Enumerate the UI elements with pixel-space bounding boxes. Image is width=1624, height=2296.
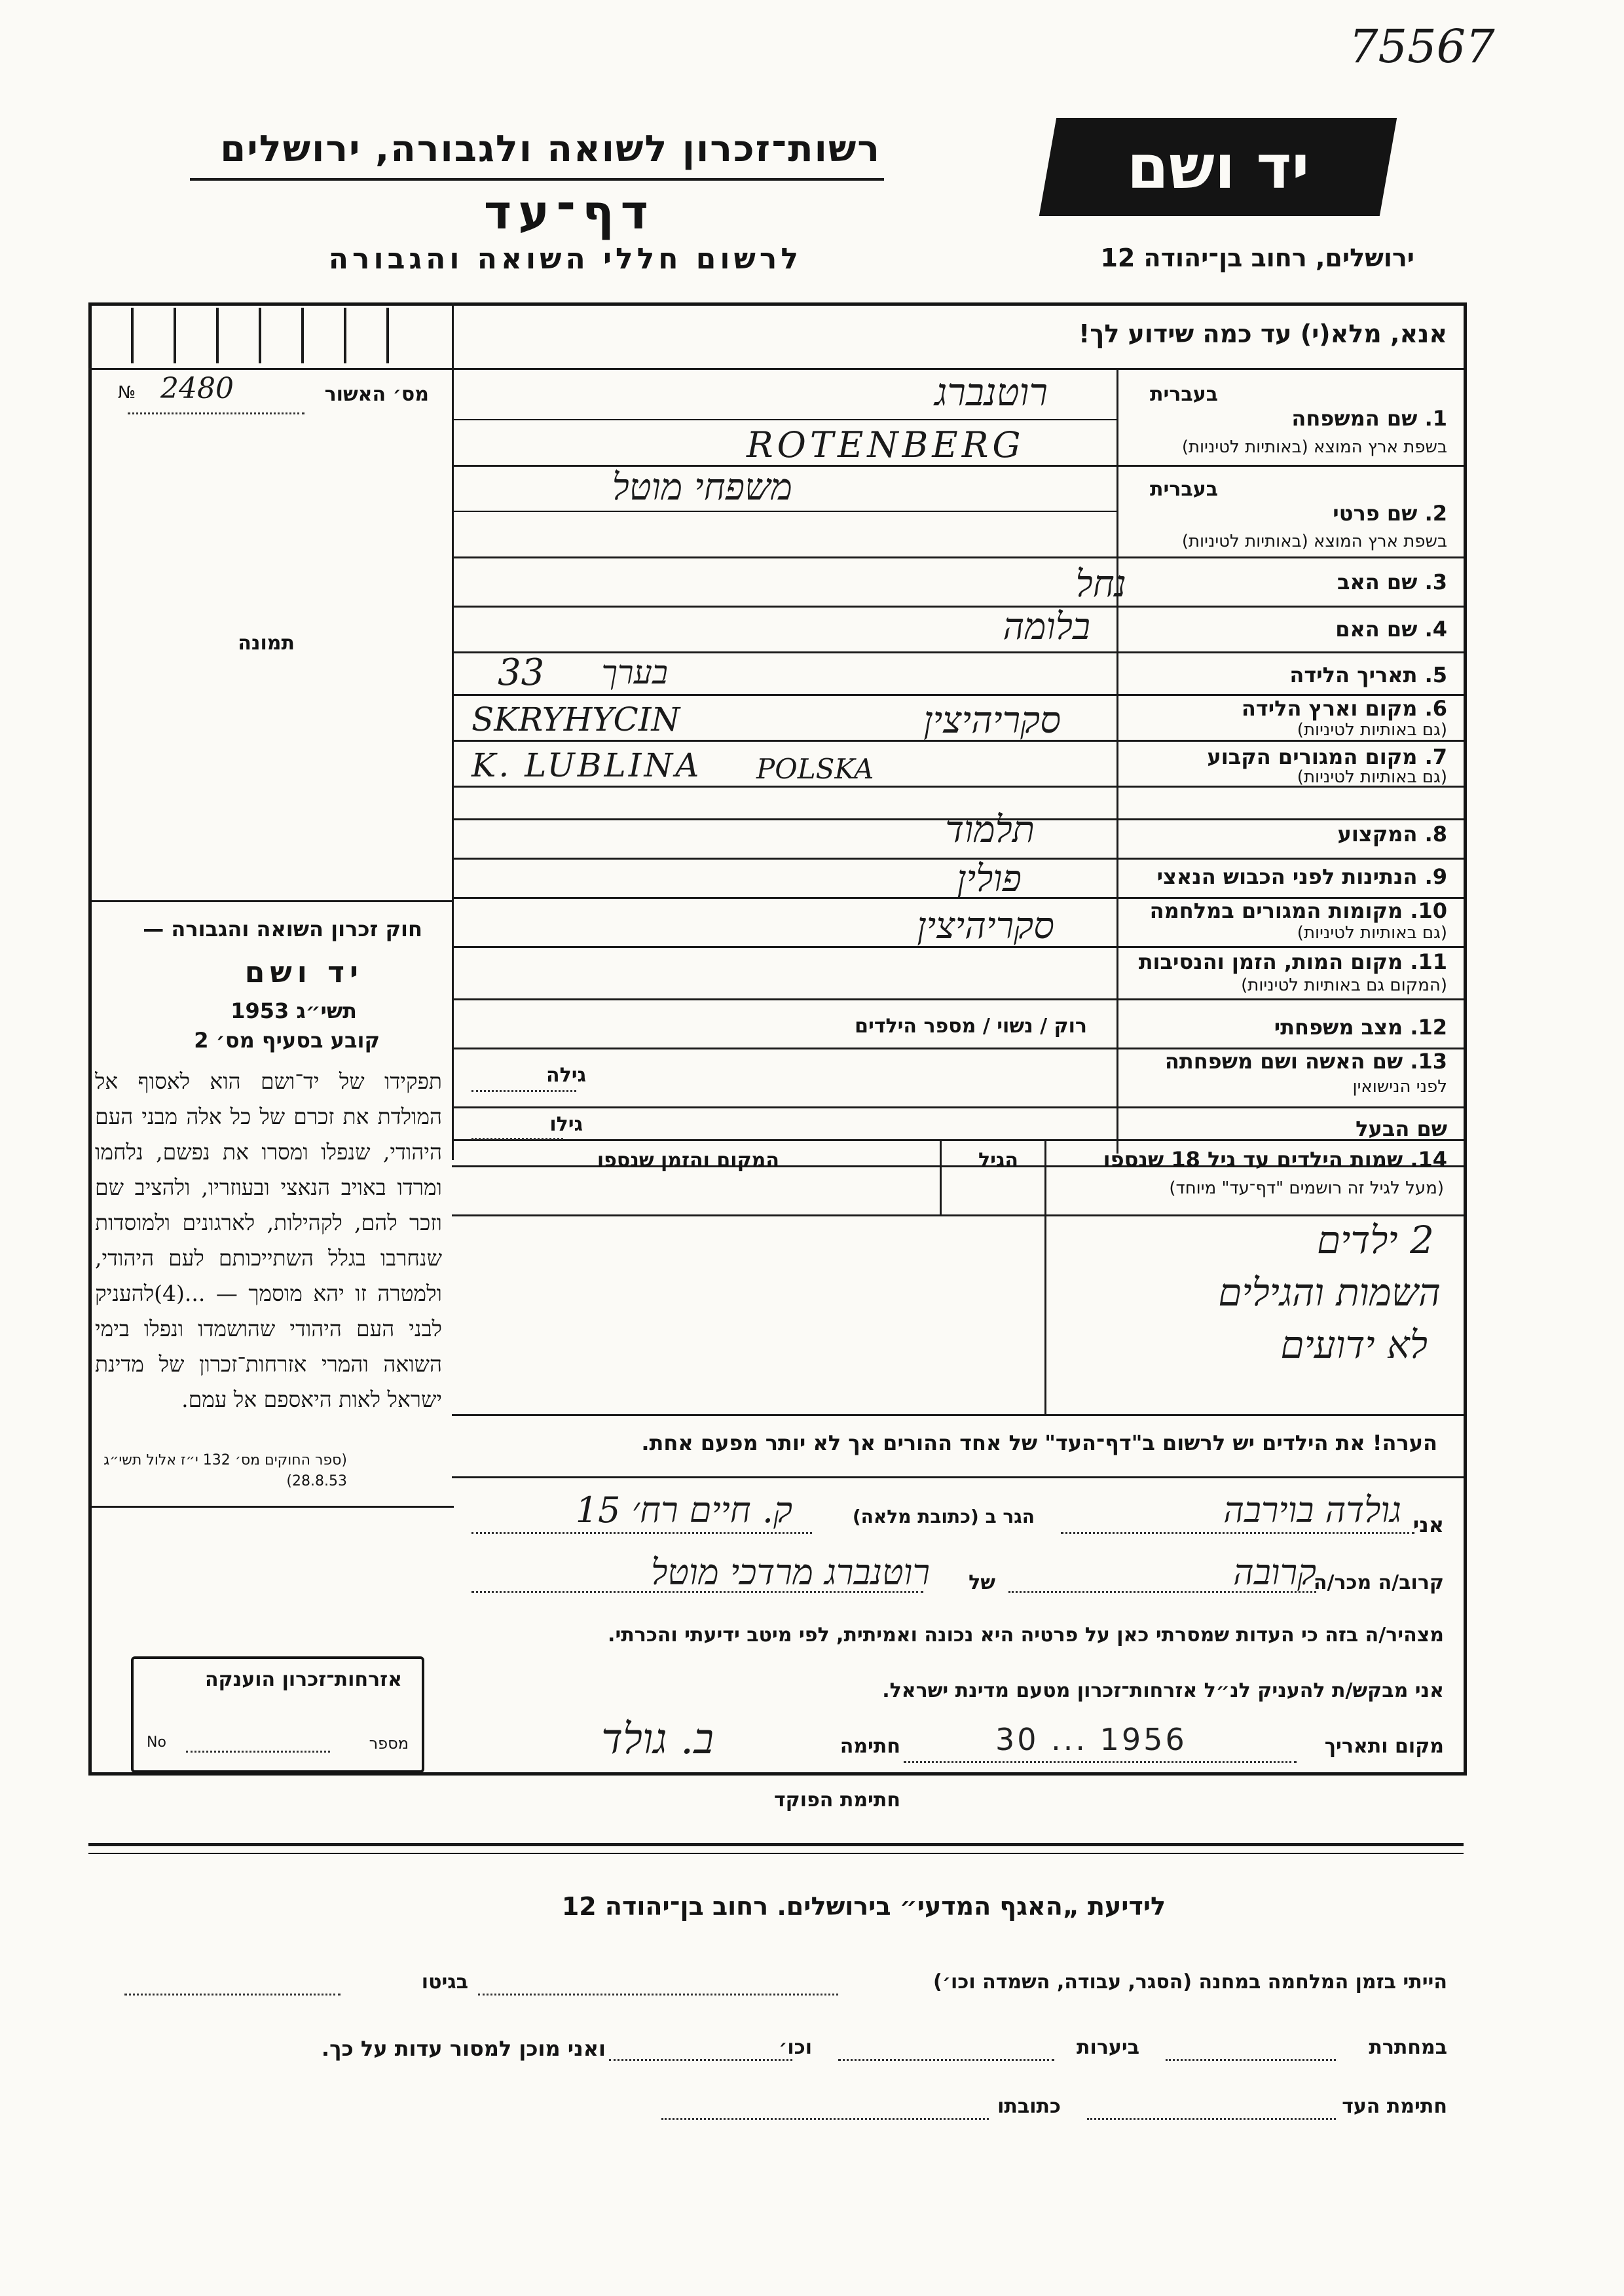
f11-sub: (המקום גם באותיות לטיניות) xyxy=(1241,975,1447,995)
husband-label: שם הבעל xyxy=(1356,1116,1447,1141)
law-name: יד ושם xyxy=(244,956,363,989)
law-year-num: 1953 xyxy=(231,998,289,1023)
f4-value: בלומה xyxy=(1003,606,1090,648)
footer-rule-2 xyxy=(88,1853,1464,1854)
footer-line2-end: ואני מוכן למסור עדות על כך. xyxy=(321,2036,606,2061)
footer-line2-start: במחתרת xyxy=(1369,2036,1447,2059)
cert-no-prefix: No xyxy=(147,1734,166,1751)
law-clause: קובע בסעיף מס׳ 2 xyxy=(194,1028,380,1053)
footer-line2-mid: ביערות xyxy=(1077,2036,1139,2059)
f6-sub: (גם באותיות לטיניות) xyxy=(1297,720,1447,740)
f10-label: 10. מקומות המגורים במלחמה xyxy=(1149,898,1447,923)
law-year xyxy=(231,998,357,1023)
col-age: הגיל xyxy=(978,1149,1018,1172)
f6-label: 6. מקום וארץ הלידה xyxy=(1241,696,1447,721)
col-place: המקום והזמן שנספו xyxy=(597,1149,779,1172)
witness-of-value: רוטנברג מרדכי מוטל xyxy=(651,1552,930,1593)
children-line2: השמות והגילים xyxy=(1218,1270,1441,1315)
form-subtitle: לרשום חללי השואה והגבורה xyxy=(328,242,802,276)
f2-hebrew: משפחי מוטל xyxy=(612,466,792,509)
cert-number-label: מספר xyxy=(369,1734,409,1753)
f1-latin: ROTENBERG xyxy=(747,424,1025,465)
note: הערה! את הילדים יש לרשום ב"דף־העד" של אחד ההורים אך לא יותר מפעם אחת. xyxy=(641,1430,1437,1455)
law-title: חוק זכרון השואה והגבורה — xyxy=(143,917,422,941)
record-no-value: 2480 xyxy=(160,372,234,405)
f5-value: 33 xyxy=(498,651,545,694)
witness-shel: של xyxy=(969,1571,995,1594)
f5-value2: בערך xyxy=(601,653,668,691)
cert-title: אזרחות־זכרון הוענקה xyxy=(204,1668,402,1691)
children-line1: 2 ילדים xyxy=(1316,1218,1434,1262)
f8-label: 8. המקצוע xyxy=(1337,822,1447,847)
place-date-label: מקום ותאריך xyxy=(1324,1735,1444,1758)
witness-request: אני מבקש/ת להעניק לנ״ל אזרחות־זכרון מטעם מדינת ישראל. xyxy=(882,1679,1444,1702)
f3-label: 3. שם האב xyxy=(1337,570,1447,594)
officer-label: חתימת הפוקד xyxy=(774,1789,900,1812)
org-line: רשות־זכרון לשואה ולגבורה, ירושלים xyxy=(220,128,881,170)
f10-sub: (גם באותיות לטיניות) xyxy=(1297,923,1447,943)
f1-in-hebrew: בעברית xyxy=(1150,383,1218,406)
left-column-divider xyxy=(452,368,454,1160)
f14-sub: (מעל לגיל זה רושמים "דף־עד" מיוחד) xyxy=(1169,1178,1444,1198)
record-no-sign: № xyxy=(118,383,136,403)
witness-dweller: הגר ב (כתובת מלאה) xyxy=(852,1506,1035,1527)
instruction: אנא, מלא(י) עד כמה שידוע לך! xyxy=(1079,319,1447,348)
signature-label: חתימה xyxy=(840,1735,900,1758)
record-no-label: מס׳ האשור xyxy=(324,383,429,406)
footer-line1-label: הייתי בזמן המלחמה במחנה (הסגר, עבודה, השמדה וכו׳) xyxy=(933,1971,1447,1994)
f11-label: 11. מקום המות, הזמן והנסיבות xyxy=(1138,949,1447,974)
archive-number: 75567 xyxy=(1349,20,1495,73)
form-title: דף־עד xyxy=(483,185,655,240)
logo-text: יד ושם xyxy=(1126,132,1310,202)
f12-value: רוק / נשוי / מספר הילדים xyxy=(855,1015,1087,1038)
f6-hebrew: סקריהיצין xyxy=(923,699,1061,742)
f7-sub: (גם באותיות לטיניות) xyxy=(1297,767,1447,787)
f14-label: 14. שמות הילדים עד גיל 18 שנספו xyxy=(1103,1147,1447,1172)
witness-declaration: מצהיר/ה בזה כי העדות שמסרתי כאן על פרטיה היא נכונה ואמיתית, לפי מיטב ידיעתי והכרתי. xyxy=(608,1624,1444,1647)
f9-label: 9. הנתינות לפני הכבוש הנאצי xyxy=(1156,864,1447,889)
f7-latin: K. LUBLINA xyxy=(471,746,702,784)
f13-right: גילה xyxy=(546,1064,586,1087)
f12-label: 12. מצב משפחתי xyxy=(1274,1015,1447,1040)
footer-line1-end: בגיטו xyxy=(421,1971,468,1994)
f9-value: פולין xyxy=(957,858,1022,900)
witness-name: גולדה בוירבה xyxy=(1223,1489,1401,1531)
f1-hebrew: רוטנברג xyxy=(934,370,1048,414)
law-body: תפקידו של יד־ושם הוא לאסוף אל המולדת את זכרם של כל אלה מבני העם היהודי, שנפלו ומסרו את נפשם, נלחמו ומרדו באויב הנאצי ובעוזריו, ולהציב שם וזכר להם, לקהילות, לארגונים ולמוסדות שנחרבו בגלל השתייכותם לעם היהודי, ולמטרה זו יהא מוסמך — ...(4)להעניק לבני העם היהודי שהושמדו ונפלו בימי השואה והמרי אזרחות־זכרון של מדינת ישראל לאות היאספם אל עמם. xyxy=(95,1068,442,1412)
photo-label: תמונה xyxy=(238,632,295,655)
f2-sub: בשפת ארץ המוצא (באותיות לטיניות) xyxy=(1181,532,1447,551)
f13-sub: לפני הנישואין xyxy=(1352,1077,1447,1097)
cert-box xyxy=(131,1656,424,1773)
footer-rule-1 xyxy=(88,1843,1464,1846)
header-rule xyxy=(190,178,884,181)
f2-in-hebrew: בעברית xyxy=(1150,478,1218,501)
husband-right: גילו xyxy=(549,1113,583,1136)
witness-relative-value: קרובה xyxy=(1233,1552,1316,1593)
signature-value: ב. גולד xyxy=(601,1715,714,1764)
header-address: ירושלים, רחוב בן־יהודה 12 xyxy=(1100,244,1414,272)
footer-line3-mid: כתובתו xyxy=(997,2095,1061,2118)
f3-value: נחל xyxy=(1075,563,1126,606)
footer-line3-start: חתימת העד xyxy=(1342,2095,1447,2118)
f5-label: 5. תאריך הלידה xyxy=(1289,663,1447,687)
f7-label: 7. מקום המגורים הקבוע xyxy=(1207,744,1447,769)
footer-line2-mid2: וכו׳ xyxy=(779,2036,812,2059)
witness-relative: קרוב/ה מכר/ה xyxy=(1313,1571,1444,1594)
f1-label: 1. שם המשפחה xyxy=(1291,406,1447,431)
footer-title: לידיעת „האגף המדעי״ בירושלים. רחוב בן־יהודה 12 xyxy=(561,1892,1166,1921)
witness-address: ק. חיים רח׳ 15 xyxy=(575,1489,792,1531)
f1-sub: בשפת ארץ המוצא (באותיות לטיניות) xyxy=(1181,437,1447,457)
f10-value: סקריהיצין xyxy=(917,905,1054,947)
place-date-value: 30 ... 1956 xyxy=(995,1722,1187,1757)
law-ref: (ספר החוקים מס׳ 132 י״ז אלול תשי״ג 28.8.53) xyxy=(103,1452,347,1489)
f7-latin2: POLSKA xyxy=(756,753,874,785)
yad-vashem-logo xyxy=(1039,118,1397,216)
children-line3: לא ידועים xyxy=(1280,1322,1428,1367)
f4-label: 4. שם האם xyxy=(1335,617,1447,642)
f8-value: תלמוד xyxy=(945,809,1035,851)
f6-latin: SKRYHYCIN xyxy=(471,701,680,738)
label-column-divider xyxy=(1116,368,1118,1154)
f13-label: 13. שם האשה ושם משפחתה xyxy=(1164,1049,1447,1074)
law-year-he: תשי״ג xyxy=(296,998,357,1023)
witness-ani: אני xyxy=(1412,1512,1444,1537)
f2-label: 2. שם פרטי xyxy=(1333,501,1447,526)
